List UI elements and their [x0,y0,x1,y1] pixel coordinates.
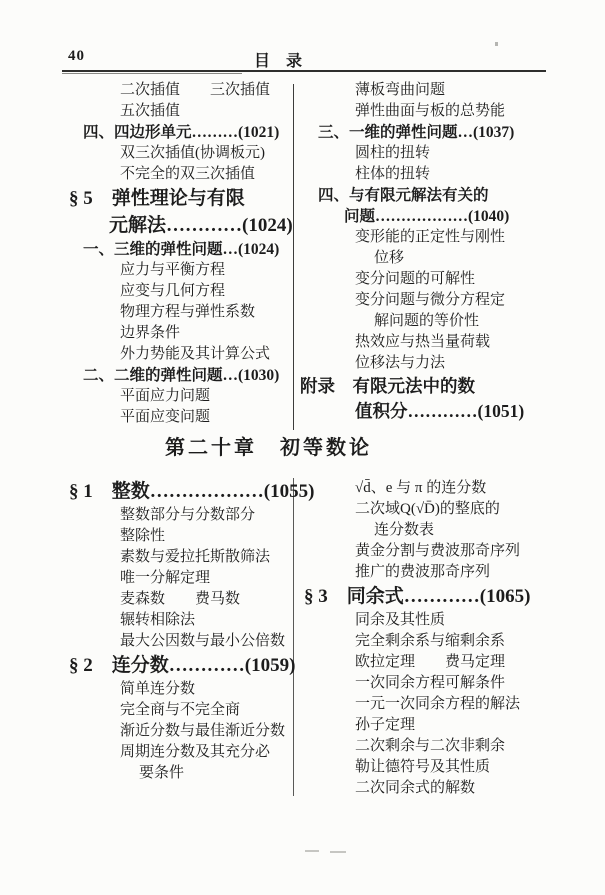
toc-entry: 完全商与不完全商 [120,702,241,718]
toc-entry: 一元一次同余方程的解法 [355,696,521,712]
toc-entry: √d̄、e 与 π 的连分数 [355,480,487,496]
toc-entry: 热效应与热当量荷载 [355,334,491,350]
toc-entry: 最大公因数与最小公倍数 [120,633,286,649]
toc-entry: 辗转相除法 [120,612,196,628]
toc-entry: 值积分…………(1051) [355,401,525,421]
toc-entry: 不完全的双三次插值 [120,166,256,182]
toc-entry: 黄金分割与费波那奇序列 [355,543,521,559]
page-number: 40 [68,48,85,64]
toc-entry: 圆柱的扭转 [355,145,431,161]
toc-entry: 勒让德符号及其性质 [355,759,491,775]
toc-entry: 二、二维的弹性问题…(1030) [83,367,280,384]
toc-entry: 应变与几何方程 [120,283,226,299]
toc-entry: 五次插值 [120,103,181,119]
toc-entry: 周期连分数及其充分必 [120,744,271,760]
toc-column-top-right [300,80,552,424]
scan-artifact [330,851,346,853]
toc-entry: 双三次插值(协调板元) [120,145,265,161]
toc-entry: 二次剩余与二次非剩余 [355,738,506,754]
toc-entry: 简单连分数 [120,681,196,697]
running-header-title: 目 录 [254,53,303,70]
toc-entry: 变分问题的可解性 [355,271,476,287]
toc-entry: 边界条件 [120,325,181,341]
toc-entry: 物理方程与弹性系数 [120,304,256,320]
toc-entry: 附录 有限元法中的数 [300,376,475,396]
toc-entry: § 5 弹性理论与有限 [69,188,245,209]
toc-entry: 弹性曲面与板的总势能 [355,103,506,119]
toc-entry: 位移法与力法 [355,355,446,371]
toc-entry: 连分数表 [374,522,435,538]
toc-entry: 推广的费波那奇序列 [355,564,491,580]
toc-entry: 同余及其性质 [355,612,446,628]
toc-entry: 孙子定理 [355,717,416,733]
toc-entry: 平面应变问题 [120,409,211,425]
toc-entry: 问题………………(1040) [344,208,510,225]
toc-entry: 平面应力问题 [120,388,211,404]
toc-entry: 柱体的扭转 [355,166,431,182]
toc-entry: 麦森数 费马数 [120,591,241,607]
toc-entry: 解问题的等价性 [374,313,480,329]
toc-entry: 三、一维的弹性问题…(1037) [318,124,515,141]
toc-column-bottom-right [300,478,552,799]
toc-column-bottom-left [65,478,315,784]
toc-column-top-left [65,80,297,428]
scan-artifact [495,42,498,46]
toc-entry: 二次同余式的解数 [355,780,476,796]
toc-entry: 变分问题与微分方程定 [355,292,506,308]
header-rule [62,70,546,72]
toc-entry: 唯一分解定理 [120,570,211,586]
toc-entry: 四、与有限元解法有关的 [318,187,489,204]
toc-entry: 素数与爱拉托斯散筛法 [120,549,271,565]
toc-entry: 应力与平衡方程 [120,262,226,278]
toc-entry: 二次插值 三次插值 [120,82,271,98]
toc-entry: 元解法…………(1024) [109,215,293,236]
scan-artifact [305,850,319,852]
toc-entry: 欧拉定理 费马定理 [355,654,506,670]
toc-entry: 完全剩余系与缩剩余系 [355,633,506,649]
toc-entry: 四、四边形单元………(1021) [83,124,280,141]
toc-entry: 变形能的正定性与刚性 [355,229,506,245]
toc-entry: 渐近分数与最佳渐近分数 [120,723,286,739]
toc-entry: § 3 同余式…………(1065) [304,586,531,607]
toc-entry: § 1 整数………………(1055) [69,481,315,502]
toc-entry: 一次同余方程可解条件 [355,675,506,691]
toc-entry: 一、三维的弹性问题…(1024) [83,241,280,258]
toc-entry: 位移 [374,250,405,266]
toc-entry: 要条件 [139,765,185,781]
toc-entry: 整数部分与分数部分 [120,507,256,523]
toc-entry: 外力势能及其计算公式 [120,346,271,362]
toc-entry: § 2 连分数…………(1059) [69,655,296,676]
toc-entry: 整除性 [120,528,166,544]
chapter-heading: 第二十章 初等数论 [165,437,372,459]
toc-entry: 二次域Q(√D̄)的整底的 [355,501,500,517]
toc-entry: 薄板弯曲问题 [355,82,446,98]
